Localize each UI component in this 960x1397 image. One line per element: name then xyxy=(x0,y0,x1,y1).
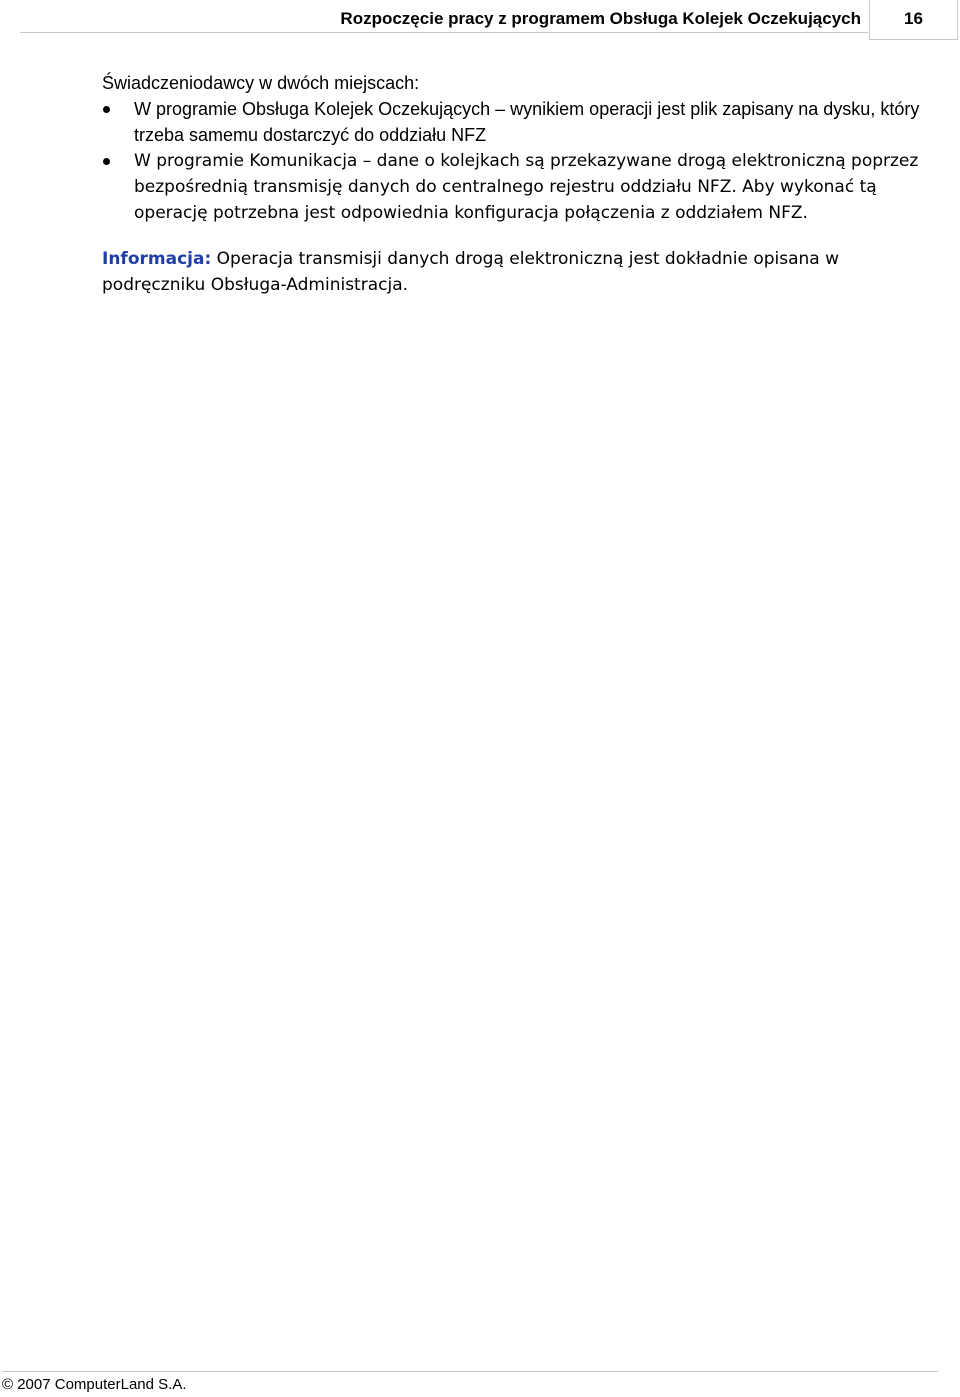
info-text: Operacja transmisji danych drogą elektroniczną jest dokładnie opisana w podręczniku Obsługa-Administracja. xyxy=(102,249,840,295)
bullet-list xyxy=(102,96,932,226)
page-header xyxy=(20,0,958,42)
main-content xyxy=(102,70,932,298)
list-item-text: W programie Komunikacja – dane o kolejkach są przekazywane drogą elektroniczną poprzez bezpośrednią transmisję danych do centralnego rejestru oddziału NFZ. Aby wykonać tą operację potrzebna jest odpowiednia konfiguracja połączenia z oddziałem NFZ. xyxy=(134,151,919,223)
list-item xyxy=(134,148,934,226)
info-note xyxy=(102,246,922,298)
info-label: Informacja: xyxy=(102,249,212,269)
list-item xyxy=(134,96,924,148)
page-number: 16 xyxy=(869,0,958,40)
bullet-icon xyxy=(103,158,110,165)
footer-copyright: © 2007 ComputerLand S.A. xyxy=(2,1376,187,1393)
bullet-icon xyxy=(103,106,110,113)
footer-rule xyxy=(2,1371,938,1372)
header-rule xyxy=(20,32,868,33)
list-item-text: W programie Obsługa Kolejek Oczekujących – wynikiem operacji jest plik zapisany na dysku, który trzeba samemu dostarczyć do oddziału NFZ xyxy=(134,99,920,145)
header-title: Rozpoczęcie pracy z programem Obsługa Kolejek Oczekujących xyxy=(340,9,861,28)
intro-text: Świadczeniodawcy w dwóch miejscach: xyxy=(102,73,420,93)
